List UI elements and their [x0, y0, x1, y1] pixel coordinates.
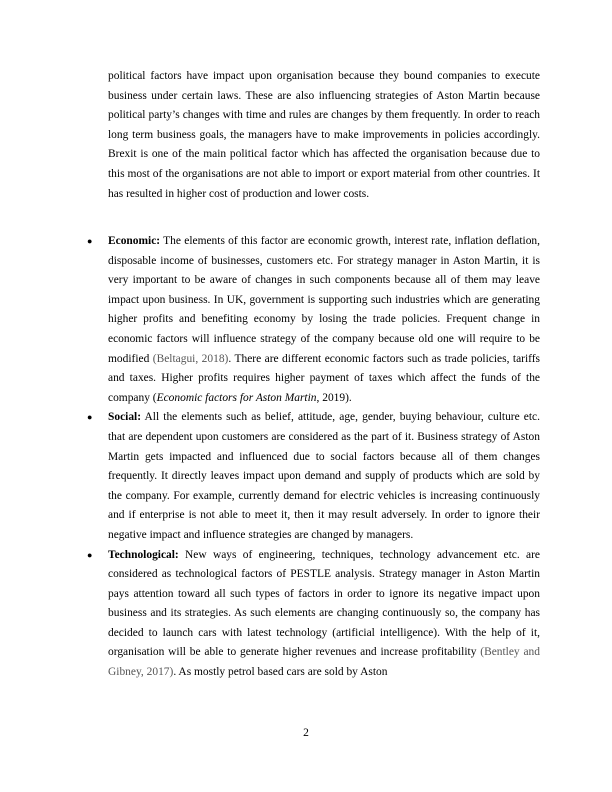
bullet-text: , 2019). — [316, 391, 352, 404]
bullet-icon: ● — [87, 549, 93, 560]
citation: (Bentley and Gibney, 2017) — [108, 646, 540, 679]
bullet-term: Social: — [108, 411, 142, 424]
bullet-text: All the elements such as belief, attitude, age, gender, buying behaviour, culture etc. that are dependent upon customers are considered as the part of it. Business strategy of Aston Martin gets impacted and influenced due to social factors because all of them changes frequently. It directly leaves impact upon demand and supply of products which are sold by the company. For example, currently demand for electric vehicles is increasing continuously and if enterprise is not able to meet it, then it may result adversely. In order to ignore their negative impact and influence strategies are changed by managers. — [108, 411, 540, 541]
italic-source-title: Economic factors for Aston Martin — [156, 391, 317, 404]
bullet-icon: ● — [87, 236, 93, 246]
bullet-text: . As mostly petrol based cars are sold by Aston — [173, 666, 388, 679]
bullet-text: New ways of engineering, techniques, technology advancement etc. are considered as technological factors of PESTLE analysis. Strategy manager in Aston Martin pays attention toward all such types of factors in order to ignore its negative impact upon business and its strategies. As such elements are changing continuously so, the company has decided to launch cars with latest technology (artificial intelligence). With the help of it, organisation will be able to generate higher revenues and increase profitability — [108, 548, 540, 659]
list-item-social — [87, 408, 540, 545]
list-item-technological — [87, 546, 540, 683]
bullet-text: The elements of this factor are economic growth, interest rate, inflation deflation, disposable income of businesses, customers etc. For strategy manager in Aston Martin, it is very important to be aware of changes in such components because all of them may leave impact upon business. In UK, government is supporting such industries which are generating higher profits and benefiting economy by losing the trade policies. Frequent change in economic factors will influence strategy of the company because old one will require to be modified — [108, 235, 540, 365]
page-number: 2 — [303, 727, 309, 739]
continuation-paragraph: political factors have impact upon organisation because they bound companies to execute business under certain laws. These are also influencing strategies of Aston Martin because political party’s changes with time and rules are changes by them frequently. In order to reach long term business goals, the managers have to make improvements in policies accordingly. Brexit is one of the main political factor which has affected the organisation because due to this most of the organisations are not able to import or export material from other countries. It has resulted in higher cost of production and lower costs. — [108, 70, 540, 200]
bullet-term: Economic: — [108, 235, 161, 247]
citation: (Beltagui, 2018) — [152, 352, 229, 365]
bullet-term: Technological: — [108, 548, 179, 561]
pestle-bullet-list — [87, 232, 540, 683]
bullet-text: . There are different economic factors such as trade policies, tariffs and taxes. Higher profits requires higher payment of taxes which affect the funds of the company ( — [108, 352, 540, 404]
bullet-icon: ● — [87, 412, 93, 423]
list-item-economic — [87, 232, 540, 408]
